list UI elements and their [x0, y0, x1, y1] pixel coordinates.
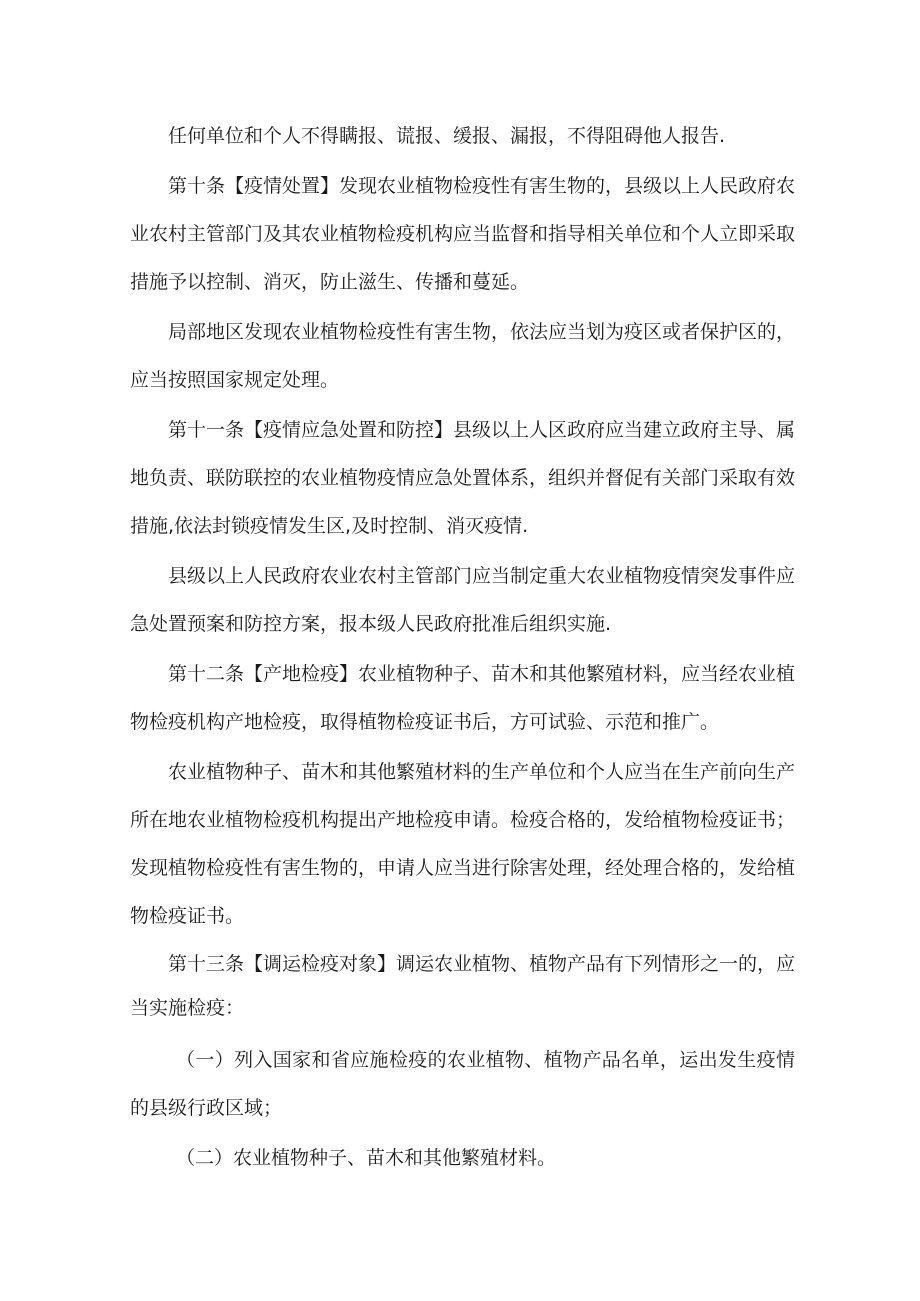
paragraph-article-10: 第十条【疫情处置】发现农业植物检疫性有害生物的，县级以上人民政府农业农村主管部门及其农业植物检疫机构应当监督和指导相关单位和个人立即采取措施予以控制、消灭，防止滋生、传播和蔓延。 — [130, 175, 796, 293]
list-item-1: （一）列入国家和省应施检疫的农业植物、植物产品名单，运出发生疫情的县级行政区域； — [130, 1049, 795, 1119]
paragraph-article-11: 第十一条【疫情应急处置和防控】县级以上人区政府应当建立政府主导、属地负责、联防联控的农业植物疫情应急处置体系，组织并督促有关部门采取有效措施,依法封锁疫情发生区,及时控制、消灭疫情. — [130, 419, 796, 537]
list-item-2: （二）农业植物种子、苗木和其他繁殖材料。 — [176, 1147, 557, 1169]
paragraph-article-12: 第十二条【产地检疫】农业植物种子、苗木和其他繁殖材料，应当经农业植物检疫机构产地检疫，取得植物检疫证书后，方可试验、示范和推广。 — [130, 663, 796, 733]
paragraph-local-area: 局部地区发现农业植物检疫性有害生物，依法应当划为疫区或者保护区的，应当按照国家规定处理。 — [130, 321, 796, 391]
document-body — [130, 112, 795, 1184]
paragraph-reporting: 任何单位和个人不得瞒报、谎报、缓报、漏报，不得阻碍他人报告. — [168, 125, 726, 147]
paragraph-production-quarantine: 农业植物种子、苗木和其他繁殖材料的生产单位和个人应当在生产前向生产所在地农业植物检疫机构提出产地检疫申请。检疫合格的，发给植物检疫证书；发现植物检疫性有害生物的，申请人应当进行除害处理，经处理合格的，发给植物检疫证书。 — [130, 761, 796, 927]
paragraph-article-13: 第十三条【调运检疫对象】调运农业植物、植物产品有下列情形之一的，应当实施检疫： — [130, 953, 796, 1019]
paragraph-emergency-plan: 县级以上人民政府农业农村主管部门应当制定重大农业植物疫情突发事件应急处置预案和防控方案，报本级人民政府批准后组织实施. — [130, 565, 796, 635]
